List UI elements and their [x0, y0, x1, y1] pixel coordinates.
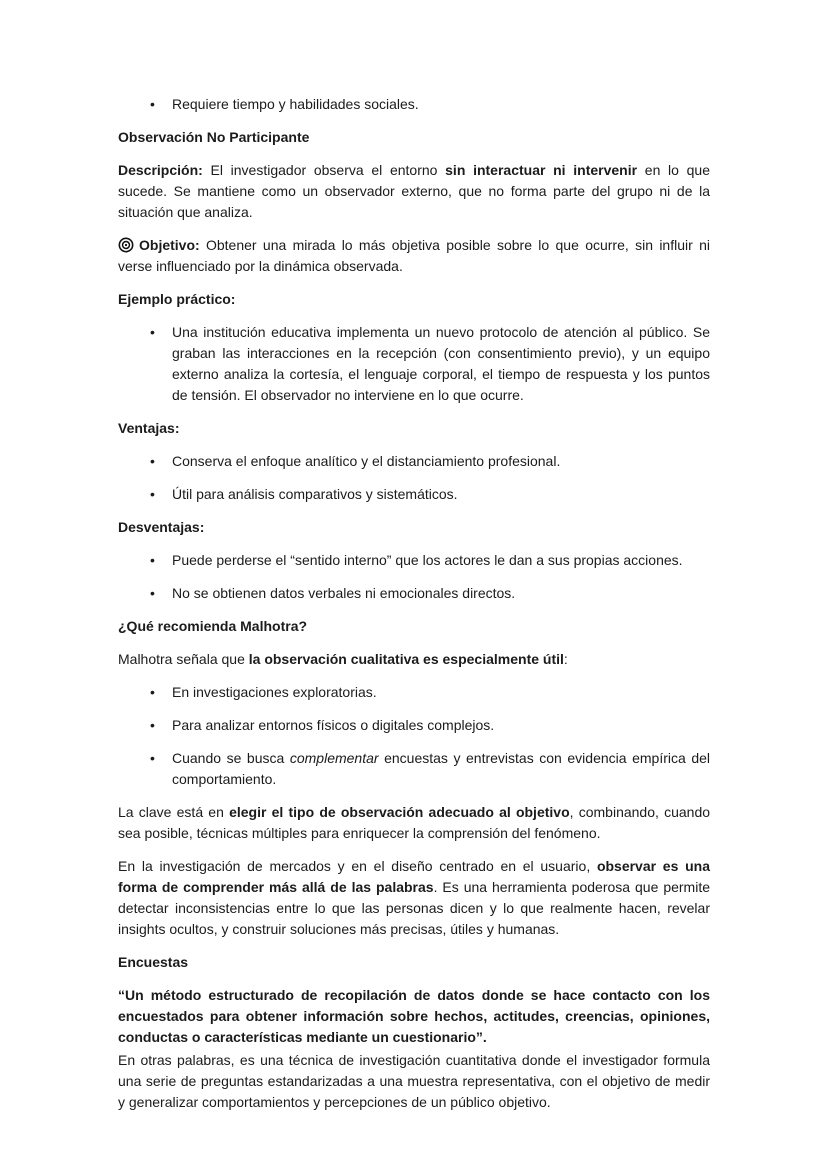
bullet-text: [172, 715, 710, 736]
text-run: El investigador observa el entorno: [202, 162, 446, 178]
bullet-marker: •: [150, 552, 155, 568]
paragraph-observar-es-comprender: [118, 856, 710, 940]
bullet-marker: •: [150, 324, 155, 340]
bullet-item: [150, 484, 710, 505]
bullet-marker: •: [150, 96, 155, 112]
bullet-item: [150, 748, 710, 790]
paragraph-objetivo: [118, 235, 710, 277]
bullet-text: [172, 451, 710, 472]
text-run: observar es una forma de comprender más allá de las palabras: [118, 858, 710, 895]
text-run: en lo que sucede. Se mantiene como un observador externo, que no forma parte del grupo ni de la situación que analiza.: [118, 162, 711, 220]
bullet-item: [150, 451, 710, 472]
bullet-item: [150, 322, 710, 406]
text-run: En otras palabras, es una técnica de investigación cuantitativa donde el investigador formula una serie de preguntas estandarizadas a una muestra representativa, con el objetivo de medir y generalizar comportamientos y percepciones de un público objetivo.: [118, 1052, 710, 1110]
text-run: Conserva el enfoque analítico y el distanciamiento profesional.: [172, 453, 561, 469]
bullet-item: [150, 583, 710, 604]
text-run: Malhotra señala que: [118, 651, 249, 667]
heading-que-recomienda-malhotra: ¿Qué recomienda Malhotra?: [118, 618, 308, 634]
text-run: Puede perderse el “sentido interno” que los actores le dan a sus propias acciones.: [172, 552, 683, 568]
bullet-text: [172, 682, 710, 703]
text-run: Requiere tiempo y habilidades sociales.: [172, 96, 419, 112]
bullet-item: [150, 94, 710, 115]
bullet-text: [172, 583, 710, 604]
bullet-item: [150, 682, 710, 703]
paragraph-malhotra-senala: [118, 649, 710, 670]
bullet-text: [172, 748, 710, 790]
paragraph-descripcion: [118, 160, 710, 223]
text-run: No se obtienen datos verbales ni emocionales directos.: [172, 585, 516, 601]
heading-ejemplo-practico: Ejemplo práctico:: [118, 291, 236, 307]
text-run: La clave está en: [118, 804, 230, 820]
text-run: encuestas y entrevistas con evidencia empírica del comportamiento.: [172, 750, 710, 787]
bullet-item: [150, 715, 710, 736]
text-run: sin interactuar ni intervenir: [445, 162, 638, 178]
text-run: Para analizar entornos físicos o digitales complejos.: [172, 717, 495, 733]
bullet-text: [172, 322, 710, 406]
bullet-marker: •: [150, 750, 155, 766]
text-run: Objetivo:: [139, 237, 200, 253]
heading-observacion-no-participante: Observación No Participante: [118, 129, 310, 145]
paragraph-la-clave: [118, 802, 710, 844]
text-run: la observación cualitativa es especialmente útil: [248, 651, 564, 667]
text-run: complementar: [289, 750, 379, 766]
bullet-text: [172, 484, 710, 505]
heading-ventajas: Ventajas:: [118, 420, 180, 436]
bullet-marker: •: [150, 453, 155, 469]
text-run: Útil para análisis comparativos y sistemáticos.: [172, 486, 458, 502]
bullet-text: [172, 94, 710, 115]
text-run: En investigaciones exploratorias.: [172, 684, 377, 700]
bullet-marker: •: [150, 585, 155, 601]
text-run: Cuando se busca: [172, 750, 290, 766]
text-run: Descripción:: [118, 162, 203, 178]
bullet-marker: •: [150, 684, 155, 700]
text-run: , combinando, cuando sea posible, técnicas múltiples para enriquecer la comprensión del fenómeno.: [118, 804, 711, 841]
text-run: elegir el tipo de observación adecuado al objetivo: [229, 804, 570, 820]
text-run: :: [563, 651, 568, 667]
bullet-text: [172, 550, 710, 571]
paragraph-en-otras-palabras: [118, 1050, 710, 1113]
text-run: . Es una herramienta poderosa que permite detectar inconsistencias entre lo que las personas dicen y lo que realmente hacen, revelar insights ocultos, y construir soluciones más precisas, útiles y humanas.: [118, 879, 710, 937]
heading-encuestas: Encuestas: [118, 954, 189, 970]
paragraph-definicion-encuesta: [118, 985, 710, 1048]
text-run: En la investigación de mercados y en el diseño centrado en el usuario,: [118, 858, 597, 874]
text-run: Obtener una mirada lo más objetiva posible sobre lo que ocurre, sin influir ni verse influenciado por la dinámica observada.: [118, 237, 710, 274]
bullet-item: [150, 550, 710, 571]
text-run: “Un método estructurado de recopilación de datos donde se hace contacto con los encuestados para obtener información sobre hechos, actitudes, creencias, opiniones, conductas o características mediante un cuestionario”.: [118, 987, 710, 1045]
bullet-marker: •: [150, 717, 155, 733]
heading-desventajas: Desventajas:: [118, 519, 205, 535]
target-icon: [118, 237, 134, 253]
text-run: Una institución educativa implementa un nuevo protocolo de atención al público. Se graban las interacciones en la recepción (con consentimiento previo), y un equipo externo analiza la cortesía, el lenguaje corporal, el tiempo de respuesta y los puntos de tensión. El observador no interviene en lo que ocurre.: [172, 324, 710, 403]
bullet-marker: •: [150, 486, 155, 502]
